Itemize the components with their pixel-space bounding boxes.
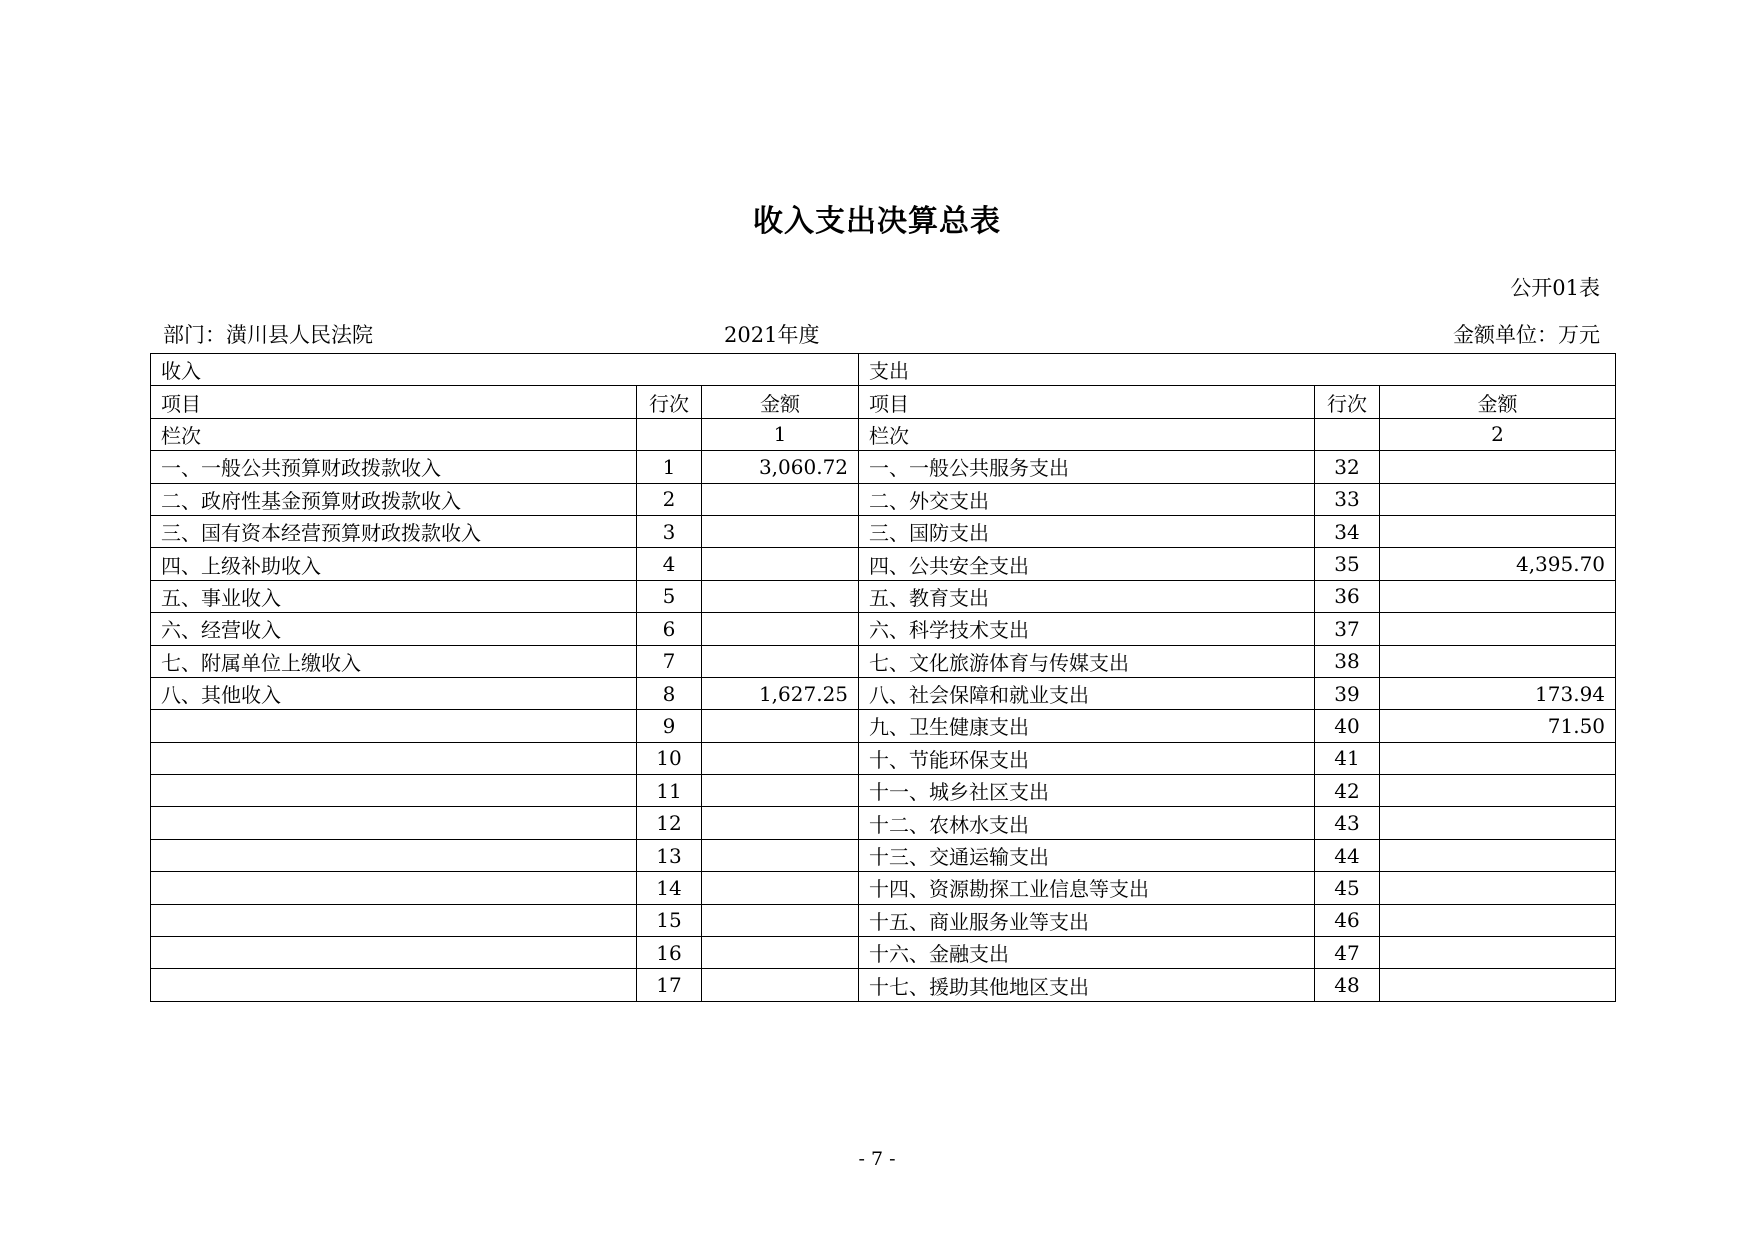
- income-rowno-cell: 11: [637, 775, 702, 807]
- expense-rowno-cell: 38: [1315, 645, 1380, 677]
- table-row: [151, 807, 1616, 839]
- income-rowno-cell: 3: [637, 515, 702, 547]
- income-item-cell: [151, 807, 637, 839]
- income-amount-cell: [702, 937, 859, 969]
- expense-column-index: 2: [1380, 418, 1616, 450]
- income-item-cell: [151, 904, 637, 936]
- expense-amount-cell: [1380, 839, 1616, 871]
- expense-item-cell: 九、卫生健康支出: [859, 710, 1315, 742]
- expense-rowno-cell: 44: [1315, 839, 1380, 871]
- table-row: [151, 451, 1616, 483]
- expense-item-cell: 六、科学技术支出: [859, 613, 1315, 645]
- expense-amount-cell: [1380, 645, 1616, 677]
- table-row: [151, 645, 1616, 677]
- expense-rowno-cell: 41: [1315, 742, 1380, 774]
- income-rowno-cell: 12: [637, 807, 702, 839]
- expense-rowno-cell: 32: [1315, 451, 1380, 483]
- expense-amount-cell: [1380, 483, 1616, 515]
- income-item-cell: [151, 710, 637, 742]
- expense-rowno-cell: 35: [1315, 548, 1380, 580]
- income-rowno-cell: 17: [637, 969, 702, 1001]
- expense-section-header: 支出: [859, 354, 1616, 386]
- table-row: [151, 839, 1616, 871]
- income-column-label: 栏次: [151, 418, 637, 450]
- page-number: - 7 -: [858, 1148, 896, 1170]
- income-item-cell: [151, 937, 637, 969]
- expense-rowno-cell: 43: [1315, 807, 1380, 839]
- income-rowno-cell: 4: [637, 548, 702, 580]
- income-item-cell: 六、经营收入: [151, 613, 637, 645]
- expense-item-cell: 八、社会保障和就业支出: [859, 677, 1315, 709]
- expense-item-cell: 四、公共安全支出: [859, 548, 1315, 580]
- expense-amount-cell: [1380, 872, 1616, 904]
- expense-rowno-cell: 36: [1315, 580, 1380, 612]
- income-item-cell: 二、政府性基金预算财政拨款收入: [151, 483, 637, 515]
- table-row: [151, 613, 1616, 645]
- income-rowno-cell: 16: [637, 937, 702, 969]
- expense-rowno-cell: 40: [1315, 710, 1380, 742]
- income-item-cell: 五、事业收入: [151, 580, 637, 612]
- expense-rowno-cell: 33: [1315, 483, 1380, 515]
- income-item-cell: [151, 872, 637, 904]
- income-rowno-cell: 1: [637, 451, 702, 483]
- expense-item-cell: 十四、资源勘探工业信息等支出: [859, 872, 1315, 904]
- fiscal-year: 2021年度: [724, 323, 820, 347]
- expense-amount-cell: 71.50: [1380, 710, 1616, 742]
- income-amount-cell: [702, 807, 859, 839]
- income-expense-table: [150, 353, 1616, 1002]
- income-amount-cell: [702, 710, 859, 742]
- income-rowno-cell: 9: [637, 710, 702, 742]
- expense-column-rowno: [1315, 418, 1380, 450]
- expense-rowno-cell: 37: [1315, 613, 1380, 645]
- income-rowno-cell: 8: [637, 677, 702, 709]
- table-row: [151, 580, 1616, 612]
- income-item-cell: 七、附属单位上缴收入: [151, 645, 637, 677]
- expense-amount-cell: [1380, 742, 1616, 774]
- income-item-cell: [151, 742, 637, 774]
- income-amount-cell: [702, 613, 859, 645]
- income-amount-cell: [702, 969, 859, 1001]
- table-row: [151, 677, 1616, 709]
- income-amount-cell: [702, 904, 859, 936]
- expense-item-cell: 二、外交支出: [859, 483, 1315, 515]
- expense-amount-cell: 173.94: [1380, 677, 1616, 709]
- expense-rowno-header: 行次: [1315, 386, 1380, 418]
- income-rowno-cell: 5: [637, 580, 702, 612]
- expense-amount-cell: [1380, 580, 1616, 612]
- income-rowno-cell: 2: [637, 483, 702, 515]
- table-row: [151, 775, 1616, 807]
- expense-item-cell: 十三、交通运输支出: [859, 839, 1315, 871]
- income-rowno-cell: 6: [637, 613, 702, 645]
- expense-item-cell: 十七、援助其他地区支出: [859, 969, 1315, 1001]
- expense-item-cell: 五、教育支出: [859, 580, 1315, 612]
- expense-item-cell: 三、国防支出: [859, 515, 1315, 547]
- expense-amount-cell: [1380, 904, 1616, 936]
- department-label: 部门：潢川县人民法院: [163, 323, 373, 347]
- expense-amount-cell: [1380, 937, 1616, 969]
- income-amount-cell: [702, 839, 859, 871]
- expense-rowno-cell: 46: [1315, 904, 1380, 936]
- table-row: [151, 742, 1616, 774]
- expense-amount-cell: [1380, 613, 1616, 645]
- income-amount-header: 金额: [702, 386, 859, 418]
- income-rowno-cell: 15: [637, 904, 702, 936]
- section-header-row: [151, 354, 1616, 386]
- income-amount-cell: 3,060.72: [702, 451, 859, 483]
- expense-item-cell: 一、一般公共服务支出: [859, 451, 1315, 483]
- expense-rowno-cell: 39: [1315, 677, 1380, 709]
- expense-item-cell: 十、节能环保支出: [859, 742, 1315, 774]
- expense-item-cell: 十二、农林水支出: [859, 807, 1315, 839]
- income-item-cell: 一、一般公共预算财政拨款收入: [151, 451, 637, 483]
- expense-column-label: 栏次: [859, 418, 1315, 450]
- income-amount-cell: [702, 483, 859, 515]
- income-rowno-cell: 14: [637, 872, 702, 904]
- expense-amount-cell: [1380, 807, 1616, 839]
- income-item-cell: 八、其他收入: [151, 677, 637, 709]
- income-item-cell: 四、上级补助收入: [151, 548, 637, 580]
- income-item-header: 项目: [151, 386, 637, 418]
- expense-amount-cell: [1380, 969, 1616, 1001]
- page-title: 收入支出决算总表: [753, 204, 1001, 239]
- expense-rowno-cell: 42: [1315, 775, 1380, 807]
- expense-item-cell: 十一、城乡社区支出: [859, 775, 1315, 807]
- income-amount-cell: [702, 872, 859, 904]
- expense-item-cell: 七、文化旅游体育与传媒支出: [859, 645, 1315, 677]
- income-item-cell: [151, 969, 637, 1001]
- expense-item-cell: 十六、金融支出: [859, 937, 1315, 969]
- table-row: [151, 937, 1616, 969]
- income-rowno-cell: 10: [637, 742, 702, 774]
- expense-item-header: 项目: [859, 386, 1315, 418]
- table-row: [151, 483, 1616, 515]
- table-row: [151, 515, 1616, 547]
- table-row: [151, 872, 1616, 904]
- income-column-rowno: [637, 418, 702, 450]
- expense-amount-header: 金额: [1380, 386, 1616, 418]
- expense-amount-cell: [1380, 451, 1616, 483]
- expense-item-cell: 十五、商业服务业等支出: [859, 904, 1315, 936]
- expense-amount-cell: [1380, 515, 1616, 547]
- column-header-row: [151, 386, 1616, 418]
- income-rowno-cell: 13: [637, 839, 702, 871]
- table-row: [151, 710, 1616, 742]
- income-item-cell: [151, 839, 637, 871]
- amount-unit: 金额单位：万元: [1453, 323, 1600, 347]
- income-amount-cell: [702, 775, 859, 807]
- table-row: [151, 904, 1616, 936]
- expense-rowno-cell: 34: [1315, 515, 1380, 547]
- expense-rowno-cell: 48: [1315, 969, 1380, 1001]
- income-amount-cell: [702, 742, 859, 774]
- expense-rowno-cell: 45: [1315, 872, 1380, 904]
- table-row: [151, 548, 1616, 580]
- income-amount-cell: [702, 580, 859, 612]
- form-number: 公开01表: [1510, 276, 1600, 300]
- income-amount-cell: [702, 645, 859, 677]
- income-rowno-header: 行次: [637, 386, 702, 418]
- expense-amount-cell: 4,395.70: [1380, 548, 1616, 580]
- income-section-header: 收入: [151, 354, 859, 386]
- income-amount-cell: [702, 548, 859, 580]
- income-rowno-cell: 7: [637, 645, 702, 677]
- income-amount-cell: [702, 515, 859, 547]
- income-amount-cell: 1,627.25: [702, 677, 859, 709]
- expense-rowno-cell: 47: [1315, 937, 1380, 969]
- income-column-index: 1: [702, 418, 859, 450]
- table-row: [151, 969, 1616, 1001]
- income-item-cell: [151, 775, 637, 807]
- income-item-cell: 三、国有资本经营预算财政拨款收入: [151, 515, 637, 547]
- expense-amount-cell: [1380, 775, 1616, 807]
- column-index-row: [151, 418, 1616, 450]
